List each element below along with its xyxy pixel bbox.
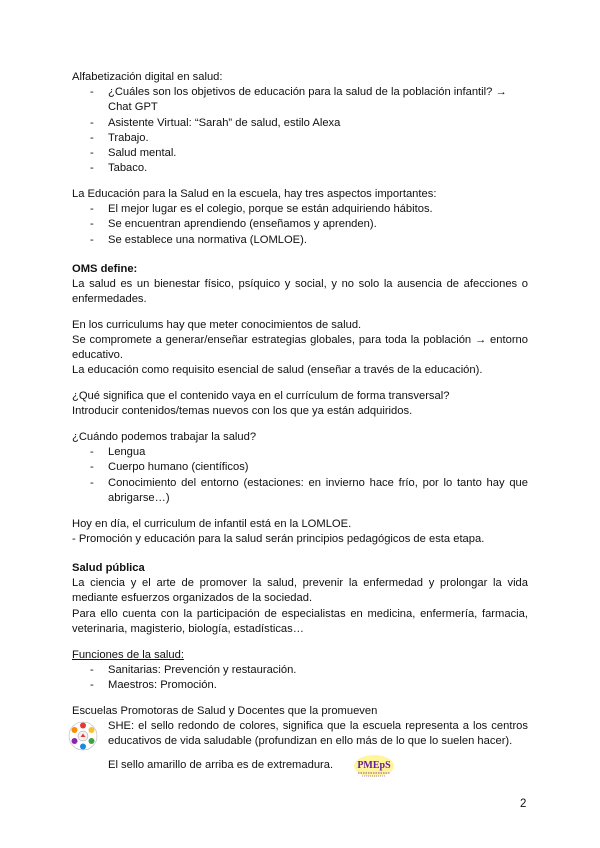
oms-heading: OMS define: <box>72 262 138 275</box>
curriculum-line: La educación como requisito esencial de salud (enseñar a través de la educación). <box>72 364 483 377</box>
list-item: - Trabajo. <box>72 131 528 146</box>
list-item: - Se encuentran aprendiendo (enseñamos y aprenden). <box>72 217 528 232</box>
oms-section <box>72 262 528 308</box>
transversal-question: ¿Qué significa que el contenido vaya en el currículum de forma transversal? <box>72 390 450 403</box>
functions-section <box>72 648 528 694</box>
schools-title: Escuelas Promotoras de Salud y Docentes que la promueven <box>72 704 378 717</box>
list-item: - Se establece una normativa (LOMLOE). <box>72 233 528 248</box>
she-row <box>72 719 528 749</box>
public-health-heading: Salud pública <box>72 561 145 574</box>
school-section <box>72 187 528 248</box>
when-list <box>72 445 528 506</box>
functions-list <box>72 663 528 693</box>
public-health-participation: Para ello cuenta con la participación de especialistas en medicina, enfermería, farmacia, veterinaria, magisterio, biología, estadísticas… <box>72 607 528 635</box>
lomloe-line: Hoy en día, el curriculum de infantil está en la LOMLOE. <box>72 517 352 530</box>
list-item: - Maestros: Promoción. <box>72 678 528 693</box>
when-question: ¿Cuándo podemos trabajar la salud? <box>72 431 257 444</box>
list-item: - Lengua <box>72 445 528 460</box>
intro-title: Alfabetización digital en salud: <box>72 71 223 83</box>
transversal-answer: Introducir contenidos/temas nuevos con los que ya están adquiridos. <box>72 405 413 418</box>
schools-section <box>72 704 528 783</box>
curriculum-line: En los curriculums hay que meter conocimientos de salud. <box>72 318 362 331</box>
page-number: 2 <box>520 798 527 810</box>
intro-section <box>72 70 528 176</box>
list-item: - Salud mental. <box>72 146 528 161</box>
pmeps-description: El sello amarillo de arriba es de extremadura. <box>108 759 334 772</box>
list-item: - ¿Cuáles son los objetivos de educación para la salud de la población infantil? → Chat GPT <box>72 85 528 115</box>
public-health-definition: La ciencia y el arte de promover la salud, prevenir la enfermedad y prolongar la vida mediante esfuerzos organizados de la sociedad. <box>72 577 528 605</box>
document-page <box>72 70 528 782</box>
curriculum-line: Se compromete a generar/enseñar estrategias globales, para toda la población → entorno educativo. <box>72 334 528 362</box>
pmeps-logo-text: PMEpS <box>357 760 391 772</box>
lomloe-line: - Promoción y educación para la salud serán principios pedagógicos de esta etapa. <box>72 532 485 545</box>
intro-list <box>72 85 528 176</box>
list-item: - Cuerpo humano (científicos) <box>72 460 528 475</box>
list-item: - Asistente Virtual: “Sarah” de salud, estilo Alexa <box>72 116 528 131</box>
oms-text: La salud es un bienestar físico, psíquico y social, y no solo la ausencia de afecciones o enfermedades. <box>72 277 528 306</box>
she-seal-logo <box>68 721 98 751</box>
school-title: La Educación para la Salud en la escuela, hay tres aspectos importantes: <box>72 187 437 200</box>
list-item: - Tabaco. <box>72 161 528 176</box>
pmeps-row <box>72 758 528 782</box>
list-item: - Conocimiento del entorno (estaciones: en invierno hace frío, por lo tanto hay que abrigarse…) <box>72 476 528 506</box>
list-item: - Sanitarias: Prevención y restauración. <box>72 663 528 678</box>
she-description: SHE: el sello redondo de colores, significa que la escuela representa a los centros educativos de vida saludable (profundizan en ello más de lo que lo suelen hacer). <box>108 719 528 748</box>
list-item: - El mejor lugar es el colegio, porque se están adquiriendo hábitos. <box>72 202 528 217</box>
pmeps-seal-logo <box>342 754 406 780</box>
functions-heading: Funciones de la salud: <box>72 648 184 661</box>
curriculum-section <box>72 318 528 379</box>
lomloe-section <box>72 517 528 547</box>
transversal-section <box>72 389 528 419</box>
when-section <box>72 430 528 506</box>
public-health-section <box>72 561 528 637</box>
school-list <box>72 202 528 248</box>
